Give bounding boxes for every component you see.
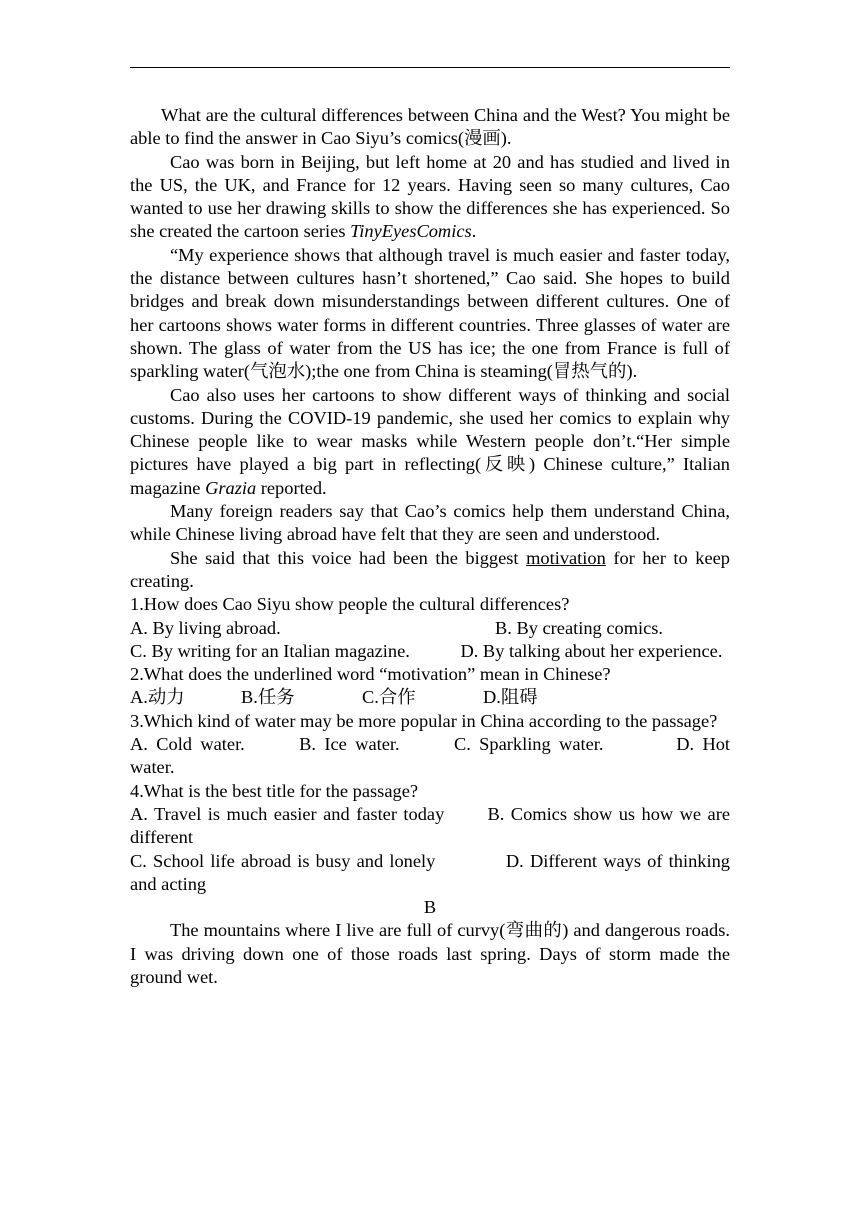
- question-2-option-a: A.动力: [130, 687, 185, 708]
- question-3-option-a: A. Cold water.: [130, 734, 245, 755]
- question-1-options-row-1: [130, 617, 730, 640]
- passage-b-paragraph-1: The mountains where I live are full of curvy(弯曲的) and dangerous roads. I was driving down one of those roads last spring. Days of storm made the ground wet.: [130, 920, 730, 987]
- question-4-option-b: B. Comics show us how we are different: [130, 803, 730, 848]
- question-1-option-c: C. By writing for an Italian magazine.: [130, 640, 410, 661]
- question-3-stem: 3.Which kind of water may be more popular in China according to the passage?: [130, 710, 718, 731]
- question-4-options-row-1: [130, 803, 730, 850]
- comic-series-title: TinyEyesComics: [350, 221, 472, 242]
- question-1-option-d: D. By talking about her experience.: [460, 640, 723, 661]
- magazine-title: Grazia: [205, 477, 257, 498]
- question-1-stem: 1.How does Cao Siyu show people the cultural differences?: [130, 594, 570, 615]
- passage-a-paragraph-6: [130, 547, 730, 594]
- question-2-option-c: C.合作: [362, 687, 416, 708]
- question-4-option-c: C. School life abroad is busy and lonely: [130, 850, 436, 871]
- question-4-option-d: D. Different ways of thinking and acting: [130, 850, 730, 894]
- passage-a-paragraph-4: [130, 384, 730, 500]
- question-1-option-b: B. By creating comics.: [495, 617, 664, 638]
- paragraph-6-after: for her to keep creating.: [130, 547, 730, 591]
- question-2-option-d: D.阻碍: [483, 687, 538, 708]
- paragraph-4-text: Cao also uses her cartoons to show different ways of thinking and social customs. During the COVID-19 pandemic, she used her comics to explain why Chinese people like to wear masks while Western people don’t.“Her simple pictures have played a big part in reflecting(反映) Chinese culture,” Italian magazine: [130, 384, 730, 498]
- passage-a-paragraph-1: What are the cultural differences between China and the West? You might be able to find the answer in Cao Siyu’s comics(漫画).: [130, 105, 730, 149]
- paragraph-4-end: reported.: [256, 477, 327, 498]
- question-3-option-b: B. Ice water.: [299, 734, 400, 755]
- question-4-option-a: A. Travel is much easier and faster today: [130, 803, 445, 824]
- question-4-options-row-2: [130, 850, 730, 897]
- question-3-options: [130, 733, 730, 780]
- paragraph-6-before: She said that this voice had been the biggest: [170, 547, 527, 568]
- question-3-option-d: D. Hot water.: [130, 734, 731, 778]
- passage-a-paragraph-3: “My experience shows that although travel is much easier and faster today, the distance between cultures hasn’t shortened,” Cao said. She hopes to build bridges and break down misunderstandings between different cultures. One of her cartoons shows water forms in different countries. Three glasses of water are shown. The glass of water from the US has ice; the one from France is full of sparkling water(气泡水);the one from China is steaming(冒热气的).: [130, 244, 730, 382]
- question-4-stem: 4.What is the best title for the passage?: [130, 780, 419, 801]
- passage-a-paragraph-2: [130, 151, 730, 244]
- question-1-options-row-2: [130, 640, 730, 663]
- document-body: [130, 104, 730, 989]
- question-2-options: [130, 686, 730, 709]
- question-2-option-b: B.任务: [241, 687, 295, 708]
- header-rule: [130, 67, 730, 68]
- question-1-option-a: A. By living abroad.: [130, 617, 281, 638]
- paragraph-2-end: .: [471, 221, 477, 242]
- paragraph-2-text: Cao was born in Beijing, but left home at 20 and has studied and lived in the US, the UK, and France for 12 years. Having seen so many cultures, Cao wanted to use her drawing skills to show the differences she has experienced. So she created the cartoon series: [130, 151, 730, 242]
- passage-a-paragraph-5: Many foreign readers say that Cao’s comics help them understand China, while Chinese living abroad have felt that they are seen and understood.: [130, 501, 730, 545]
- question-3-option-c: C. Sparkling water.: [453, 734, 604, 755]
- section-b-heading: B: [423, 897, 437, 918]
- question-2-stem: 2.What does the underlined word “motivation” mean in Chinese?: [130, 664, 611, 685]
- underlined-word: motivation: [526, 547, 606, 568]
